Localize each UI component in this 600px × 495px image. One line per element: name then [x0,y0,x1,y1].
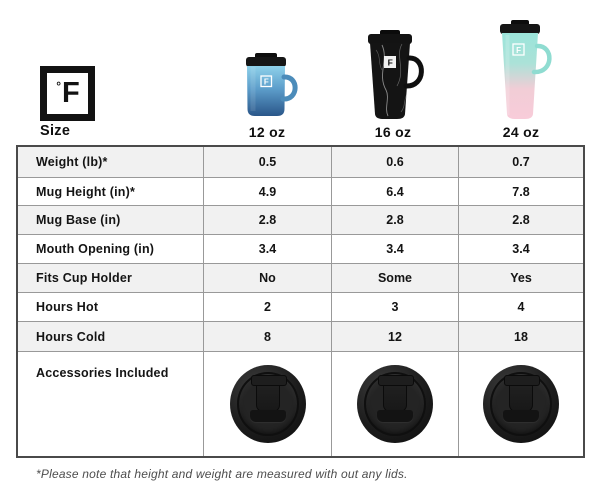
cell-16oz: 0.6 [332,147,459,177]
brand-logo-degree-f-icon [40,66,95,121]
logo-degree-symbol: ° [56,78,62,93]
cell-12oz: 3.4 [204,235,332,263]
row-label: Weight (lb)* [18,147,204,177]
black-marble-mug-16oz-image [348,30,432,122]
row-label: Hours Cold [18,322,204,351]
table-row-mug-base [18,206,583,235]
table-row-weight [18,147,583,178]
cell-16oz: 12 [332,322,459,351]
cell-24oz: 0.7 [512,155,530,169]
row-label: Mouth Opening (in) [18,235,204,263]
row-label: Hours Hot [18,293,204,321]
measurement-footnote: *Please note that height and weight are measured with out any lids. [36,467,408,481]
lid-drink-opening [503,410,539,422]
cell-16oz: Some [332,264,459,292]
row-label: Fits Cup Holder [18,264,204,292]
cell-16oz: 2.8 [332,206,459,234]
row-label: Mug Base (in) [18,206,204,234]
column-header-16oz: 16 oz [374,124,412,140]
mint-pink-gradient-mug-24oz-image [478,20,562,122]
cell-24oz: Yes [510,271,532,285]
sliding-lid-icon [483,365,559,443]
cell-12oz: 2 [204,293,332,321]
cell-16oz: 3.4 [332,235,459,263]
cell-12oz: 4.9 [204,178,332,205]
blue-gradient-mug-12oz-image [229,52,307,120]
cell-12oz: No [204,264,332,292]
mug-logo-letter: F [516,45,522,55]
sliding-lid-icon [230,365,306,443]
cell-12oz-accessory [204,352,332,456]
lid-slider-tab [256,376,280,412]
table-row-hours-cold [18,322,583,352]
row-label: Mug Height (in)* [18,178,204,205]
column-header-12oz: 12 oz [248,124,286,140]
table-row-mug-height [18,178,583,206]
cell-24oz: 18 [514,329,528,344]
lid-drink-opening [250,410,286,422]
cell-24oz: 3.4 [512,242,530,256]
table-row-fits-cup-holder [18,264,583,293]
lid-drink-opening [377,410,413,422]
column-header-24oz: 24 oz [502,124,540,140]
cell-24oz-accessory [459,352,583,456]
lid-slider-tab [383,376,407,412]
logo-letter: F [62,77,79,109]
mug-logo-letter: F [263,77,269,87]
cell-12oz: 8 [204,322,332,351]
cell-12oz: 0.5 [204,147,332,177]
cell-24oz: 7.8 [512,184,530,199]
table-row-accessories [18,352,583,456]
cell-24oz: 4 [517,300,525,314]
mug-logo-letter: F [387,57,393,68]
spec-comparison-table [16,145,585,458]
cell-24oz: 2.8 [512,213,530,227]
size-row-label: Size [40,123,71,139]
cell-16oz: 6.4 [332,178,459,205]
sliding-lid-icon [357,365,433,443]
cell-12oz: 2.8 [204,206,332,234]
table-row-hours-hot [18,293,583,322]
lid-slider-tab [509,376,533,412]
table-row-mouth-opening [18,235,583,264]
cell-16oz-accessory [332,352,459,456]
row-label: Accessories Included [18,352,204,456]
cell-16oz: 3 [332,293,459,321]
